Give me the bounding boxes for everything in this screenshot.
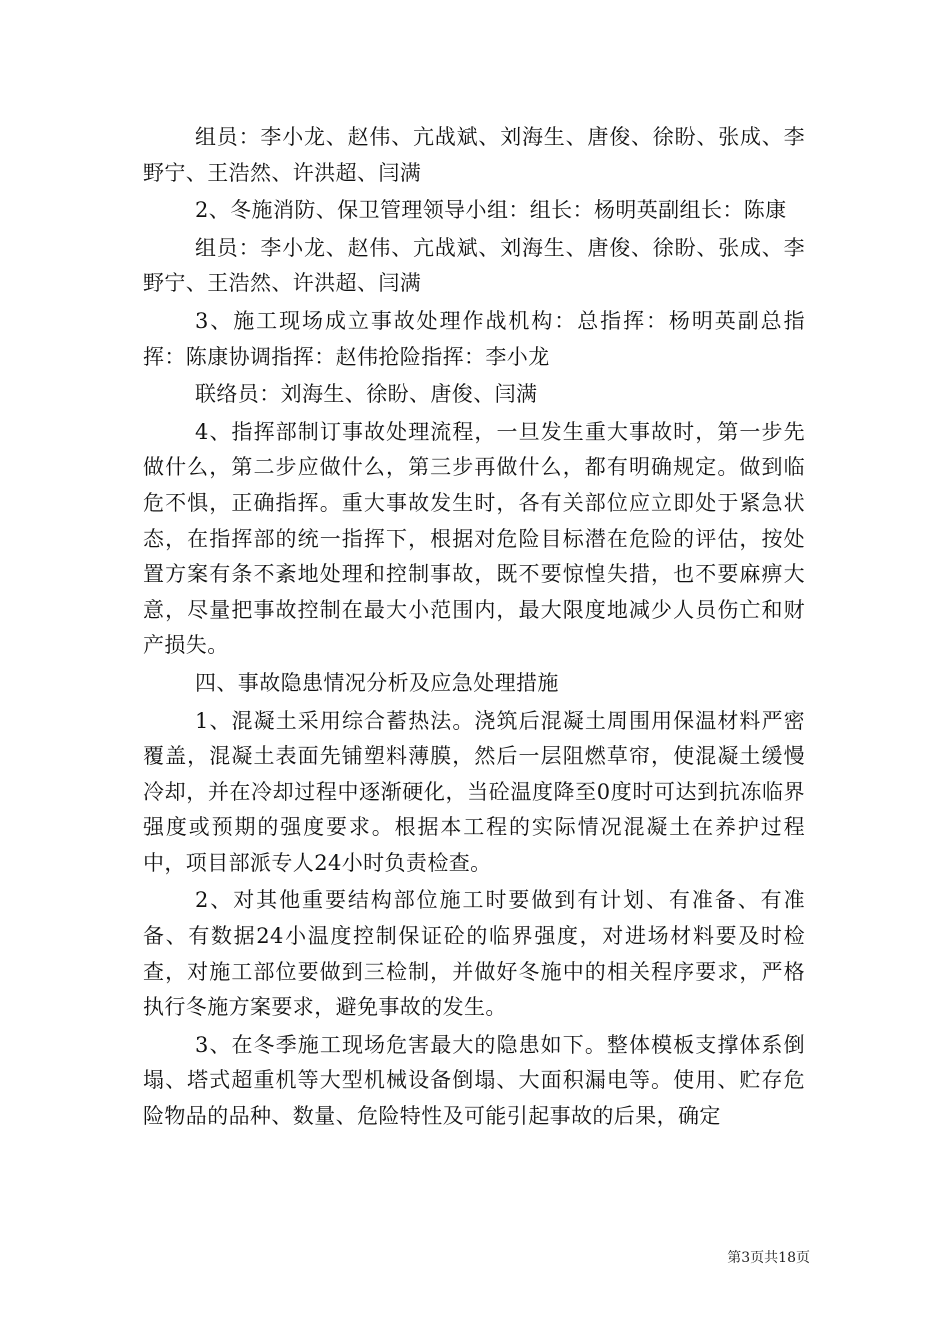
document-body [143,120,805,1137]
paragraph-major-hazards: 3、在冬季施工现场危害最大的隐患如下。整体模板支撑体系倒塌、塔式超重机等大型机械设备倒塌、大面积漏电等。使用、贮存危险物品的品种、数量、危险特性及可能引起事故的后果，确定 [143,1032,805,1129]
paragraph-accident-procedure: 4、指挥部制订事故处理流程，一旦发生重大事故时，第一步先做什么，第二步应做什么，第三步再做什么，都有明确规定。做到临危不惧，正确指挥。重大事故发生时，各有关部位应立即处于紧急状态，在指挥部的统一指挥下，根据对危险目标潜在危险的评估，按处置方案有条不紊地处理和控制事故，既不要惊惶失措，也不要麻痹大意，尽量把事故控制在最大小范围内，最大限度地减少人员伤亡和财产损失。 [143,419,805,658]
paragraph-concrete-curing: 1、混凝土采用综合蓄热法。浇筑后混凝土周围用保温材料严密覆盖，混凝土表面先铺塑料薄膜，然后一层阻燃草帘，使混凝土缓慢冷却，并在冷却过程中逐渐硬化，当砼温度降至0度时可达到抗冻临界强度或预期的强度要求。根据本工程的实际情况混凝土在养护过程中，项目部派专人24小时负责检查。 [143,708,805,875]
paragraph-members-2: 组员：李小龙、赵伟、亢战斌、刘海生、唐俊、徐盼、张成、李野宁、王浩然、许洪超、闫满 [143,235,805,296]
paragraph-key-structures: 2、对其他重要结构部位施工时要做到有计划、有准备、有准备、有数据24小温度控制保证砼的临界强度，对进场材料要及时检查，对施工部位要做到三检制，并做好冬施中的相关程序要求，严格执行冬施方案要求，避免事故的发生。 [143,888,805,1020]
page-number-footer: 第3页共18页 [727,1250,810,1266]
paragraph-members-1: 组员：李小龙、赵伟、亢战斌、刘海生、唐俊、徐盼、张成、李野宁、王浩然、许洪超、闫满 [143,125,805,185]
paragraph-command-structure: 3、施工现场成立事故处理作战机构：总指挥：杨明英副总指挥：陈康协调指挥：赵伟抢险指挥：李小龙 [143,308,805,369]
paragraph-fire-security-group: 2、冬施消防、保卫管理领导小组：组长：杨明英副组长：陈康 [195,198,787,223]
paragraph-liaison: 联络员：刘海生、徐盼、唐俊、闫满 [195,382,538,407]
section-heading-hazard-analysis: 四、事故隐患情况分析及应急处理措施 [195,670,559,695]
